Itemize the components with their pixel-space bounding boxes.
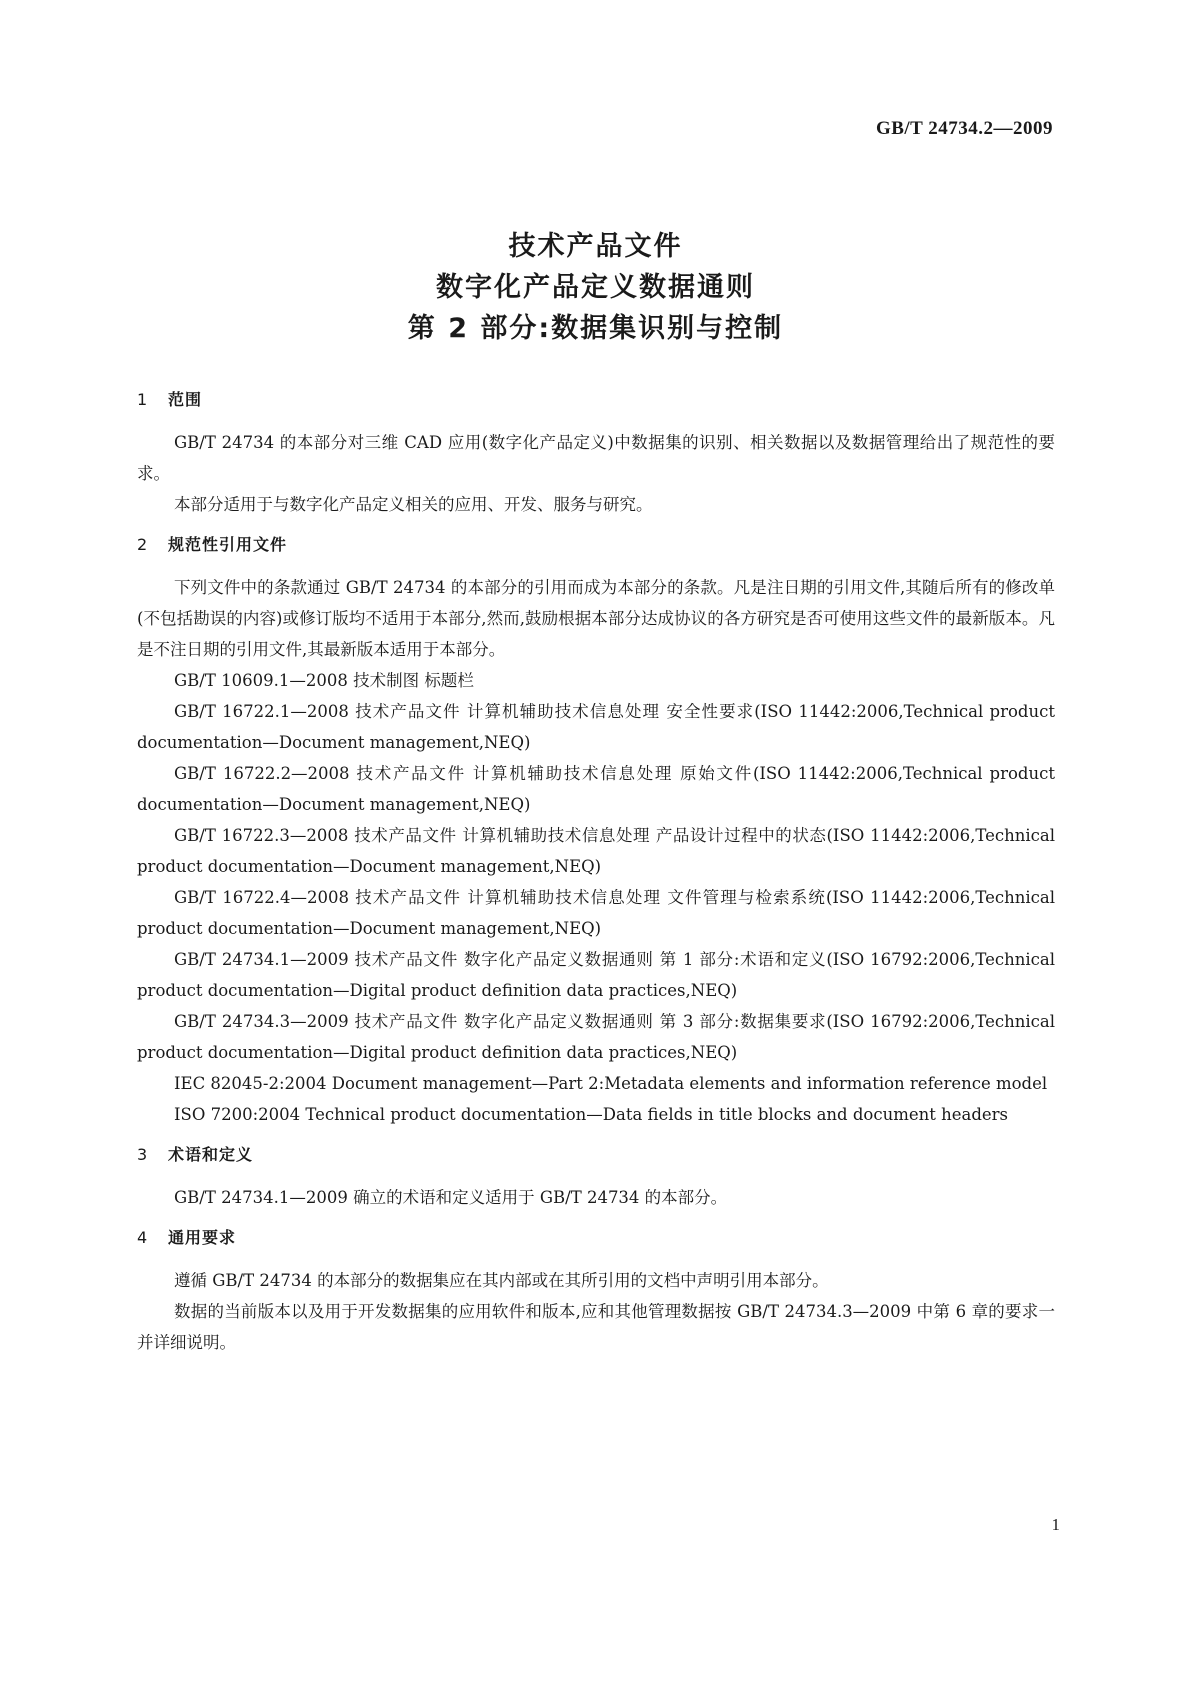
- reference-item: IEC 82045-2:2004 Document management—Part 2:Metadata elements and information reference model: [174, 1074, 1048, 1093]
- section-number: 4: [137, 1228, 149, 1247]
- section-number: 1: [137, 390, 149, 409]
- standard-number: GB/T 24734.2—2009: [875, 118, 1053, 139]
- section-3-heading: [137, 1142, 1055, 1168]
- reference-item: GB/T 24734.1—2009 技术产品文件 数字化产品定义数据通则 第 1 部分:术语和定义(ISO 16792:2006,Technical product documentation—Digital product definition data practices,NEQ): [137, 950, 1055, 1000]
- reference-item: GB/T 10609.1—2008 技术制图 标题栏: [174, 671, 474, 690]
- title-line-3: 第 2 部分:数据集识别与控制: [407, 313, 784, 344]
- section-4-heading: [137, 1225, 1055, 1251]
- paragraph: 下列文件中的条款通过 GB/T 24734 的本部分的引用而成为本部分的条款。凡是注日期的引用文件,其随后所有的修改单(不包括勘误的内容)或修订版均不适用于本部分,然而,鼓励根据本部分达成协议的各方研究是否可使用这些文件的最新版本。凡是不注日期的引用文件,其最新版本适用于本部分。: [137, 578, 1055, 659]
- section-1-heading: [137, 387, 1055, 413]
- reference-item: GB/T 24734.3—2009 技术产品文件 数字化产品定义数据通则 第 3 部分:数据集要求(ISO 16792:2006,Technical product documentation—Digital product definition data practices,NEQ): [137, 1012, 1055, 1062]
- title-line-2: 数字化产品定义数据通则: [436, 272, 755, 303]
- section-title: 通用要求: [168, 1228, 237, 1247]
- title-line-1: 技术产品文件: [508, 231, 683, 262]
- reference-item: GB/T 16722.4—2008 技术产品文件 计算机辅助技术信息处理 文件管理与检索系统(ISO 11442:2006,Technical product documentation—Document management,NEQ): [137, 888, 1055, 938]
- reference-item: ISO 7200:2004 Technical product documentation—Data fields in title blocks and document headers: [174, 1105, 1009, 1124]
- paragraph: 数据的当前版本以及用于开发数据集的应用软件和版本,应和其他管理数据按 GB/T 24734.3—2009 中第 6 章的要求一并详细说明。: [137, 1302, 1055, 1352]
- section-title: 规范性引用文件: [168, 535, 288, 554]
- document-body: [137, 387, 1055, 1358]
- section-title: 术语和定义: [168, 1145, 254, 1164]
- paragraph: 遵循 GB/T 24734 的本部分的数据集应在其内部或在其所引用的文档中声明引用本部分。: [174, 1271, 829, 1290]
- section-number: 2: [137, 535, 149, 554]
- reference-item: GB/T 16722.2—2008 技术产品文件 计算机辅助技术信息处理 原始文件(ISO 11442:2006,Technical product documentation—Document management,NEQ): [137, 764, 1055, 814]
- paragraph: GB/T 24734.1—2009 确立的术语和定义适用于 GB/T 24734 的本部分。: [174, 1188, 728, 1207]
- section-2-heading: [137, 532, 1055, 558]
- paragraph: 本部分适用于与数字化产品定义相关的应用、开发、服务与研究。: [174, 495, 653, 514]
- document-title: [0, 226, 1191, 349]
- section-number: 3: [137, 1145, 149, 1164]
- page-number: 1: [1051, 1515, 1060, 1534]
- paragraph: GB/T 24734 的本部分对三维 CAD 应用(数字化产品定义)中数据集的识别、相关数据以及数据管理给出了规范性的要求。: [137, 433, 1055, 483]
- reference-item: GB/T 16722.3—2008 技术产品文件 计算机辅助技术信息处理 产品设计过程中的状态(ISO 11442:2006,Technical product documentation—Document management,NEQ): [137, 826, 1055, 876]
- reference-item: GB/T 16722.1—2008 技术产品文件 计算机辅助技术信息处理 安全性要求(ISO 11442:2006,Technical product documentation—Document management,NEQ): [137, 702, 1055, 752]
- section-title: 范围: [168, 390, 203, 409]
